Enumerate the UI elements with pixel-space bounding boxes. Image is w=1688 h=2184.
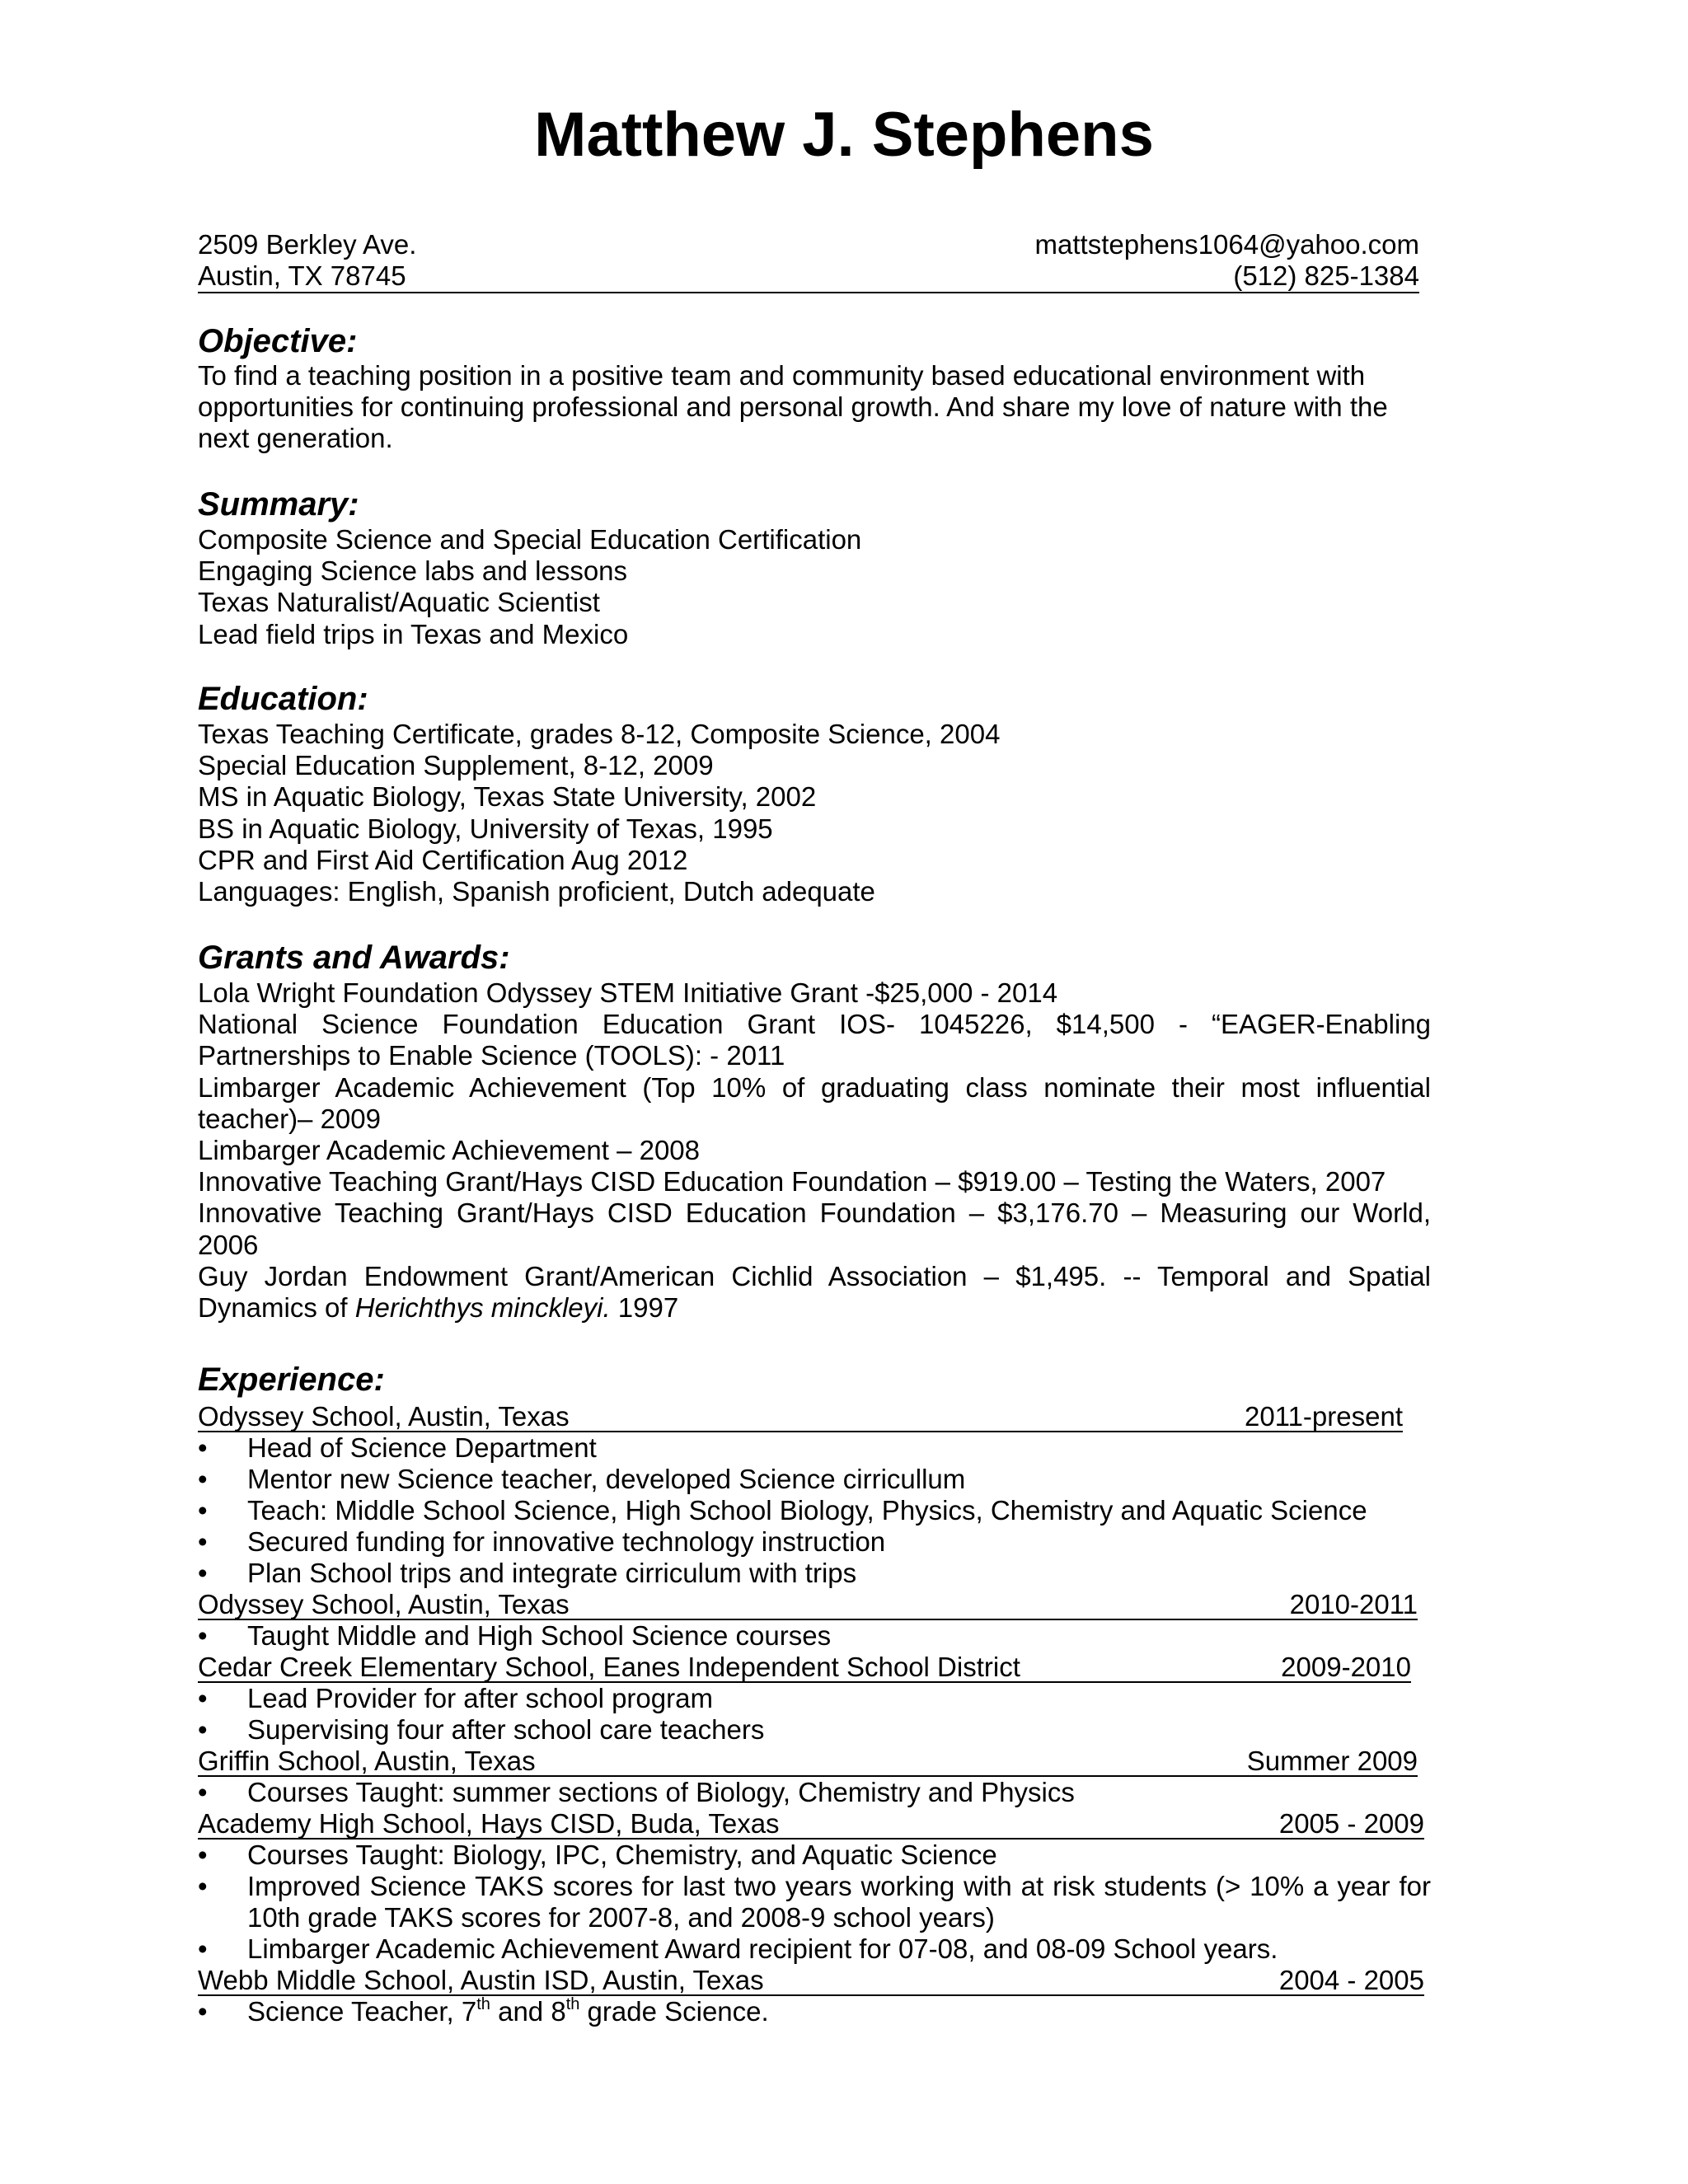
bullet-icon: • [198, 1558, 208, 1588]
grant-line: 2006 [198, 1229, 259, 1260]
bullet-icon: • [198, 1526, 208, 1557]
job-bullet-text [247, 1996, 769, 2027]
job-bullet-text: Secured funding for innovative technology instruction [247, 1526, 886, 1557]
objective-text [198, 360, 1431, 455]
summary-heading: Summary: [198, 486, 359, 523]
job-header [198, 1401, 1403, 1432]
summary-item: Engaging Science labs and lessons [198, 555, 628, 587]
education-list [198, 719, 1431, 907]
grant-line: Innovative Teaching Grant/Hays CISD Education Foundation – $919.00 – Testing the Waters, 2007 [198, 1166, 1386, 1197]
summary-list [198, 524, 1431, 650]
job-header [198, 1746, 1418, 1777]
job-header [198, 1808, 1424, 1840]
email-address: mattstephens1064@yahoo.com [1034, 229, 1419, 260]
bullet-icon: • [198, 1933, 208, 1964]
job-header [198, 1652, 1411, 1683]
job-dates: 2005 - 2009 [1278, 1808, 1424, 1839]
city-state-zip: Austin, TX 78745 [198, 260, 406, 291]
grant-line: National Science Foundation Education Grant IOS- 1045226, $14,500 - “EAGER-Enabling [198, 1009, 1431, 1040]
education-item: MS in Aquatic Biology, Texas State University, 2002 [198, 781, 817, 813]
job-bullet-text: Courses Taught: Biology, IPC, Chemistry, and Aquatic Science [247, 1840, 997, 1870]
bullet-icon: • [198, 1777, 208, 1807]
bullet-icon: • [198, 1840, 208, 1870]
objective-line: next generation. [198, 423, 393, 454]
grant-line: Limbarger Academic Achievement – 2008 [198, 1134, 701, 1165]
species-name: Herichthys minckleyi. [354, 1291, 611, 1323]
experience-heading: Experience: [198, 1361, 385, 1398]
job-bullet-text: Plan School trips and integrate cirriculum with trips [247, 1558, 857, 1588]
job-dates: 2011-present [1244, 1401, 1403, 1432]
bullet-icon: • [198, 1714, 208, 1745]
job-organization: Cedar Creek Elementary School, Eanes Independent School District [198, 1652, 1020, 1682]
bullet-icon: • [198, 1432, 208, 1463]
job-bullet-text: Improved Science TAKS scores for last two years working with at risk students (> 10% a year for [247, 1871, 1431, 1901]
ordinal-suffix: th [476, 1995, 490, 2013]
job-organization: Odyssey School, Austin, Texas [198, 1589, 570, 1619]
ordinal-suffix: th [565, 1995, 580, 2013]
job-dates: 2009-2010 [1281, 1652, 1411, 1682]
job-bullet-text: Teach: Middle School Science, High School Biology, Physics, Chemistry and Aquatic Science [247, 1495, 1367, 1526]
job-bullet-text: Taught Middle and High School Science courses [247, 1620, 832, 1651]
job-bullet-text: Supervising four after school care teachers [247, 1714, 765, 1745]
job-organization: Webb Middle School, Austin ISD, Austin, Texas [198, 1965, 764, 1995]
job-bullet-text: 10th grade TAKS scores for 2007-8, and 2008-9 school years) [247, 1902, 995, 1933]
job-dates: Summer 2009 [1246, 1746, 1418, 1776]
education-item: Texas Teaching Certificate, grades 8-12, Composite Science, 2004 [198, 719, 1001, 749]
grant-line: Lola Wright Foundation Odyssey STEM Initiative Grant -$25,000 - 2014 [198, 977, 1058, 1008]
job-bullet-text: Courses Taught: summer sections of Biology, Chemistry and Physics [247, 1777, 1075, 1807]
grants-list [198, 977, 1431, 1324]
job-bullet-text: Lead Provider for after school program [247, 1683, 713, 1713]
job-header [198, 1589, 1418, 1620]
education-item: BS in Aquatic Biology, University of Texas, 1995 [198, 813, 773, 844]
job-bullet-text: Head of Science Department [247, 1432, 597, 1463]
job-bullet-text: Limbarger Academic Achievement Award recipient for 07-08, and 08-09 School years. [247, 1933, 1278, 1964]
bullet-icon: • [198, 1495, 208, 1526]
bullet-icon: • [198, 1871, 208, 1901]
phone-number: (512) 825-1384 [1233, 260, 1419, 291]
bullet-text-part: grade Science. [579, 1996, 769, 2027]
contact-row-2 [198, 260, 1419, 293]
grants-heading: Grants and Awards: [198, 940, 510, 976]
grant-line: Limbarger Academic Achievement (Top 10% of graduating class nominate their most influential [198, 1071, 1431, 1103]
objective-line: opportunities for continuing professional and personal growth. And share my love of nature with the [198, 391, 1388, 423]
summary-item: Composite Science and Special Education Certification [198, 524, 862, 555]
grant-line [198, 1292, 1431, 1324]
bullet-text-part: and 8 [490, 1996, 566, 2027]
job-organization: Griffin School, Austin, Texas [198, 1746, 536, 1776]
job-bullet-text: Mentor new Science teacher, developed Science cirricullum [247, 1464, 966, 1494]
grant-line: Innovative Teaching Grant/Hays CISD Education Foundation – $3,176.70 – Measuring our World, [198, 1197, 1431, 1229]
objective-line: To find a teaching position in a positive team and community based educational environment with [198, 360, 1366, 391]
summary-item: Texas Naturalist/Aquatic Scientist [198, 587, 600, 618]
education-heading: Education: [198, 681, 368, 717]
bullet-icon: • [198, 1996, 208, 2027]
education-item: CPR and First Aid Certification Aug 2012 [198, 844, 688, 875]
resume-name: Matthew J. Stephens [534, 100, 1154, 170]
job-dates: 2010-2011 [1289, 1589, 1418, 1619]
education-item: Special Education Supplement, 8-12, 2009 [198, 750, 714, 781]
grant-line: Guy Jordan Endowment Grant/American Cichlid Association – $1,495. -- Temporal and Spatial [198, 1260, 1431, 1291]
grant-line: Partnerships to Enable Science (TOOLS): - 2011 [198, 1040, 785, 1071]
grant-line: teacher)– 2009 [198, 1103, 381, 1134]
objective-heading: Objective: [198, 323, 358, 359]
bullet-icon: • [198, 1620, 208, 1651]
job-organization: Academy High School, Hays CISD, Buda, Texas [198, 1808, 780, 1839]
job-header [198, 1965, 1424, 1996]
bullet-icon: • [198, 1464, 208, 1494]
job-organization: Odyssey School, Austin, Texas [198, 1401, 570, 1432]
grant-line-prefix: Dynamics of [198, 1291, 355, 1323]
bullet-icon: • [198, 1683, 208, 1713]
contact-row-1 [198, 229, 1419, 260]
education-item: Languages: English, Spanish proficient, Dutch adequate [198, 875, 875, 907]
bullet-text-part: Science Teacher, 7 [247, 1996, 477, 2027]
job-dates: 2004 - 2005 [1278, 1965, 1424, 1995]
grant-line-suffix: 1997 [610, 1291, 679, 1323]
street-address: 2509 Berkley Ave. [198, 229, 417, 260]
summary-item: Lead field trips in Texas and Mexico [198, 618, 629, 649]
